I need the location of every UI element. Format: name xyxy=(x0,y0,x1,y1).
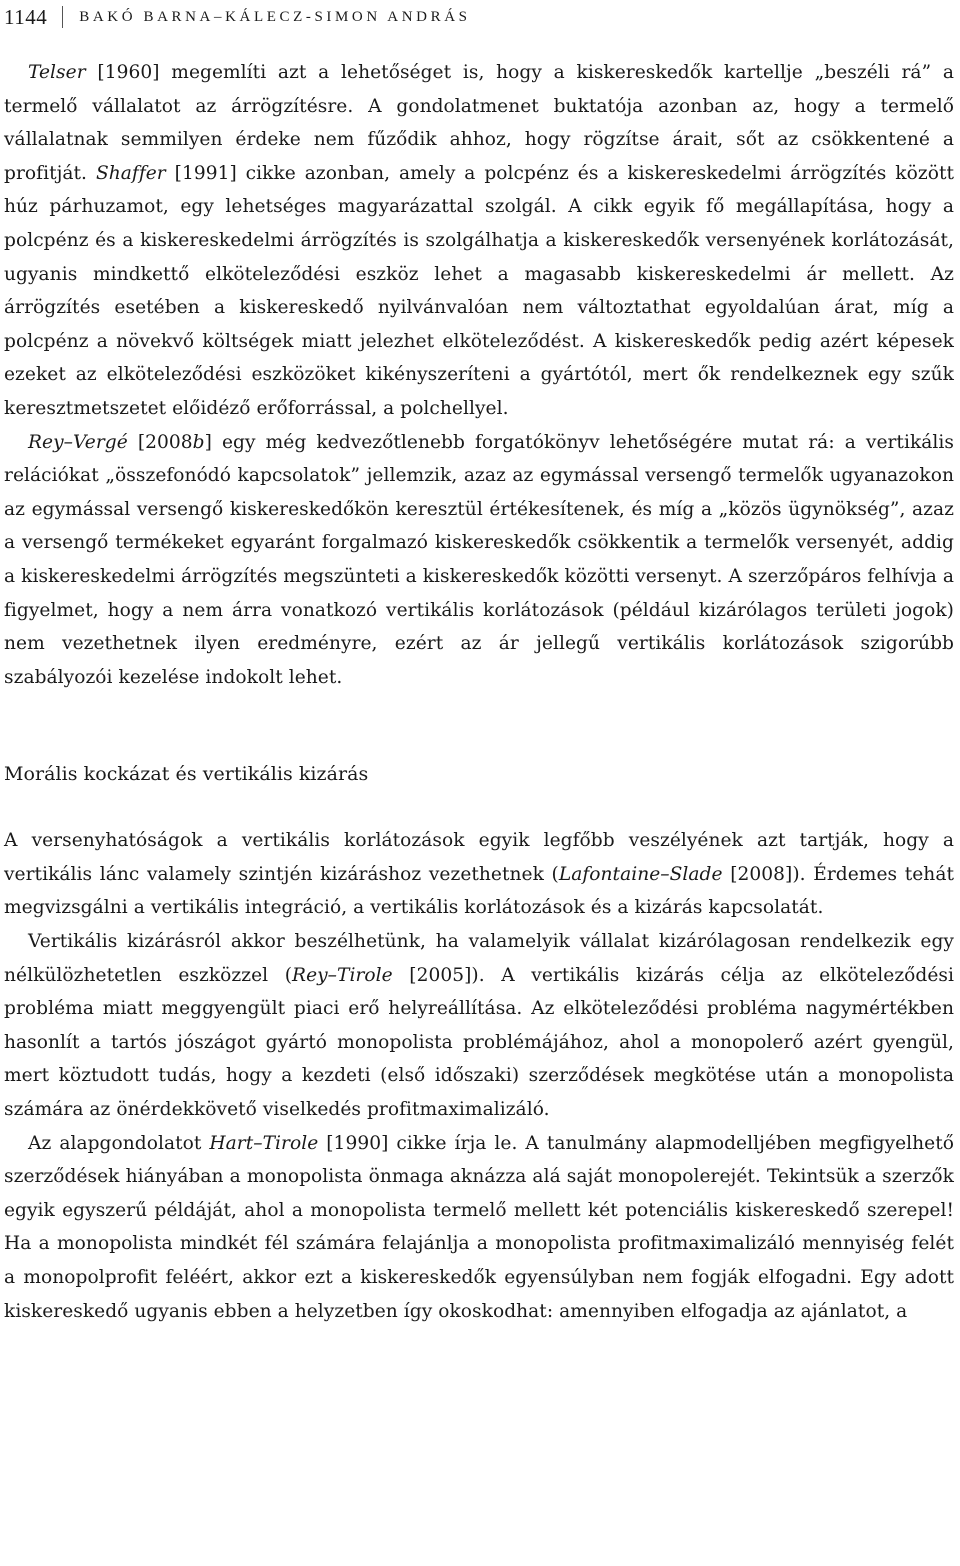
page-header xyxy=(4,4,954,30)
text-run: ] egy még kedvezőtlenebb forgatókönyv lehetőségére mutat rá: a vertikális relációkat „összefonódó kapcsolatok” jellemzik, azaz az egymással versengő termelők ugyanazokon az egymással versengő kiskereskedőkön keresztül értékesítenek, és míg a „közös ügynökség”, azaz a versengő termékeket egyaránt forgalmazó kiskereskedők csökkentik a termelők versenyét, addig a kiskereskedelmi árrögzítés megszünteti a kiskereskedők közötti versenyt. A szerzőpáros felhívja a figyelmet, hogy a nem árra vonatkozó vertikális korlátozások (például kizárólagos területi jogok) nem vezethetnek ilyen eredményre, ezért az ár jellegű vertikális korlátozások szigorúbb szabályozói kezelése indokolt lehet. xyxy=(4,431,954,688)
italic-text: Shaffer xyxy=(95,162,166,184)
paragraph xyxy=(4,426,954,695)
paragraph xyxy=(4,1127,954,1329)
italic-text: Telser xyxy=(28,62,86,83)
paragraph xyxy=(4,56,954,426)
text-run: Vertikális kizárásról akkor beszélhetünk, ha valamelyik vállalat kizárólagosan rendelkezik egy nélkülözhetetlen eszközzel ( xyxy=(4,931,954,986)
text-run: [1991] cikke azonban, amely a polcpénz és a kiskereskedelmi árrögzítés között húz párhuzamot, egy lehetséges magyarázattal szolgál. A cikk egyik fő megállapítása, hogy a polcpénz és a kiskereskedelmi árrögzítés is szolgálhatja a kiskereskedők versenyének korlátozását, ugyanis mindkettő elköteleződési eszköz lehet a magasabb kiskereskedelmi ár mellett. Az árrögzítés esetében a kiskereskedő nyilvánvalóan nem változtathat egyoldalúan árat, míg a polcpénz a növekvő költségek miatt jelezhet elköteleződést. A kiskereskedők pedig azért képesek ezeket az elköteleződési eszközöket kikényszeríteni a gyártótól, mert ők rendelkeznek egy szűk keresztmetszetet előidéző erőforrással, a polchellyel. xyxy=(4,162,954,419)
text-run: Az alapgondolatot xyxy=(28,1132,210,1154)
italic-text: Hart–Tirole xyxy=(209,1132,319,1154)
text-run: A versenyhatóságok a vertikális korlátozások egyik legfőbb veszélyének azt tartják, hogy a vertikális lánc valamely szintjén kizáráshoz vezethetnek ( xyxy=(4,830,954,885)
text-run: [2008]). Érdemes tehát megvizsgálni a vertikális integráció, a vertikális korlátozások és a kizárás kapcsolatát. xyxy=(4,863,954,919)
italic-text: Rey–Vergé xyxy=(28,431,128,453)
text-run: [2005]). A vertikális kizárás célja az elköteleződési probléma miatt meggyengült piaci erő helyreállítása. Az elköteleződési probléma nagymértékben hasonlít a tartós jószágot gyártó monopolista problémájához, ahol a monopolerő azért gyengül, mert köztudott tudás, hogy a kezdeti (első időszaki) szerződések megkötése után a monopolista számára az önérdekkövető viselkedés profitmaximalizáló. xyxy=(4,964,955,1121)
italic-text: b xyxy=(192,431,205,453)
text-run: [1960] megemlíti azt a lehetőséget is, hogy a kiskereskedők kartellje „beszéli rá” a termelő vállalatot az árrögzítésre. A gondolatmenet buktatója azonban az, hogy a termelő vállalatnak semmilyen érdeke nem fűződik ahhoz, hogy rögzítse árait, sőt az csökkentené a profitját. xyxy=(4,62,954,184)
italic-text: Rey–Tirole xyxy=(292,964,393,986)
paragraph xyxy=(4,824,954,925)
section-heading: Morális kockázat és vertikális kizárás xyxy=(4,763,369,786)
paragraph xyxy=(4,925,954,1127)
text-run: [1990] cikke írja le. A tanulmány alapmodelljében megfigyelhető szerződések hiányában a monopolista önmaga aknázza alá saját monopolerejét. Tekintsük a szerzők egyik egyszerű példáját, ahol a monopolista termelő mellett két potenciális kiskereskedő szerepel! Ha a monopolista mindkét fél számára felajánlja a monopolista profitmaximalizáló mennyiség felét a monopolprofit feléért, akkor ezt a kiskereskedők egyensúlyban nem fogják elfogadni. Egy adott kiskereskedő ugyanis ebben a helyzetben így okoskodhat: amennyiben elfogadja az ajánlatot, a xyxy=(4,1132,955,1322)
italic-text: Lafontaine–Slade xyxy=(558,863,723,885)
header-divider xyxy=(62,6,63,28)
running-head-authors: BAKÓ BARNA–KÁLECZ-SIMON ANDRÁS xyxy=(79,8,471,25)
body-text xyxy=(4,56,954,1328)
page-number: 1144 xyxy=(4,4,48,29)
text-run: [2008 xyxy=(127,431,193,453)
